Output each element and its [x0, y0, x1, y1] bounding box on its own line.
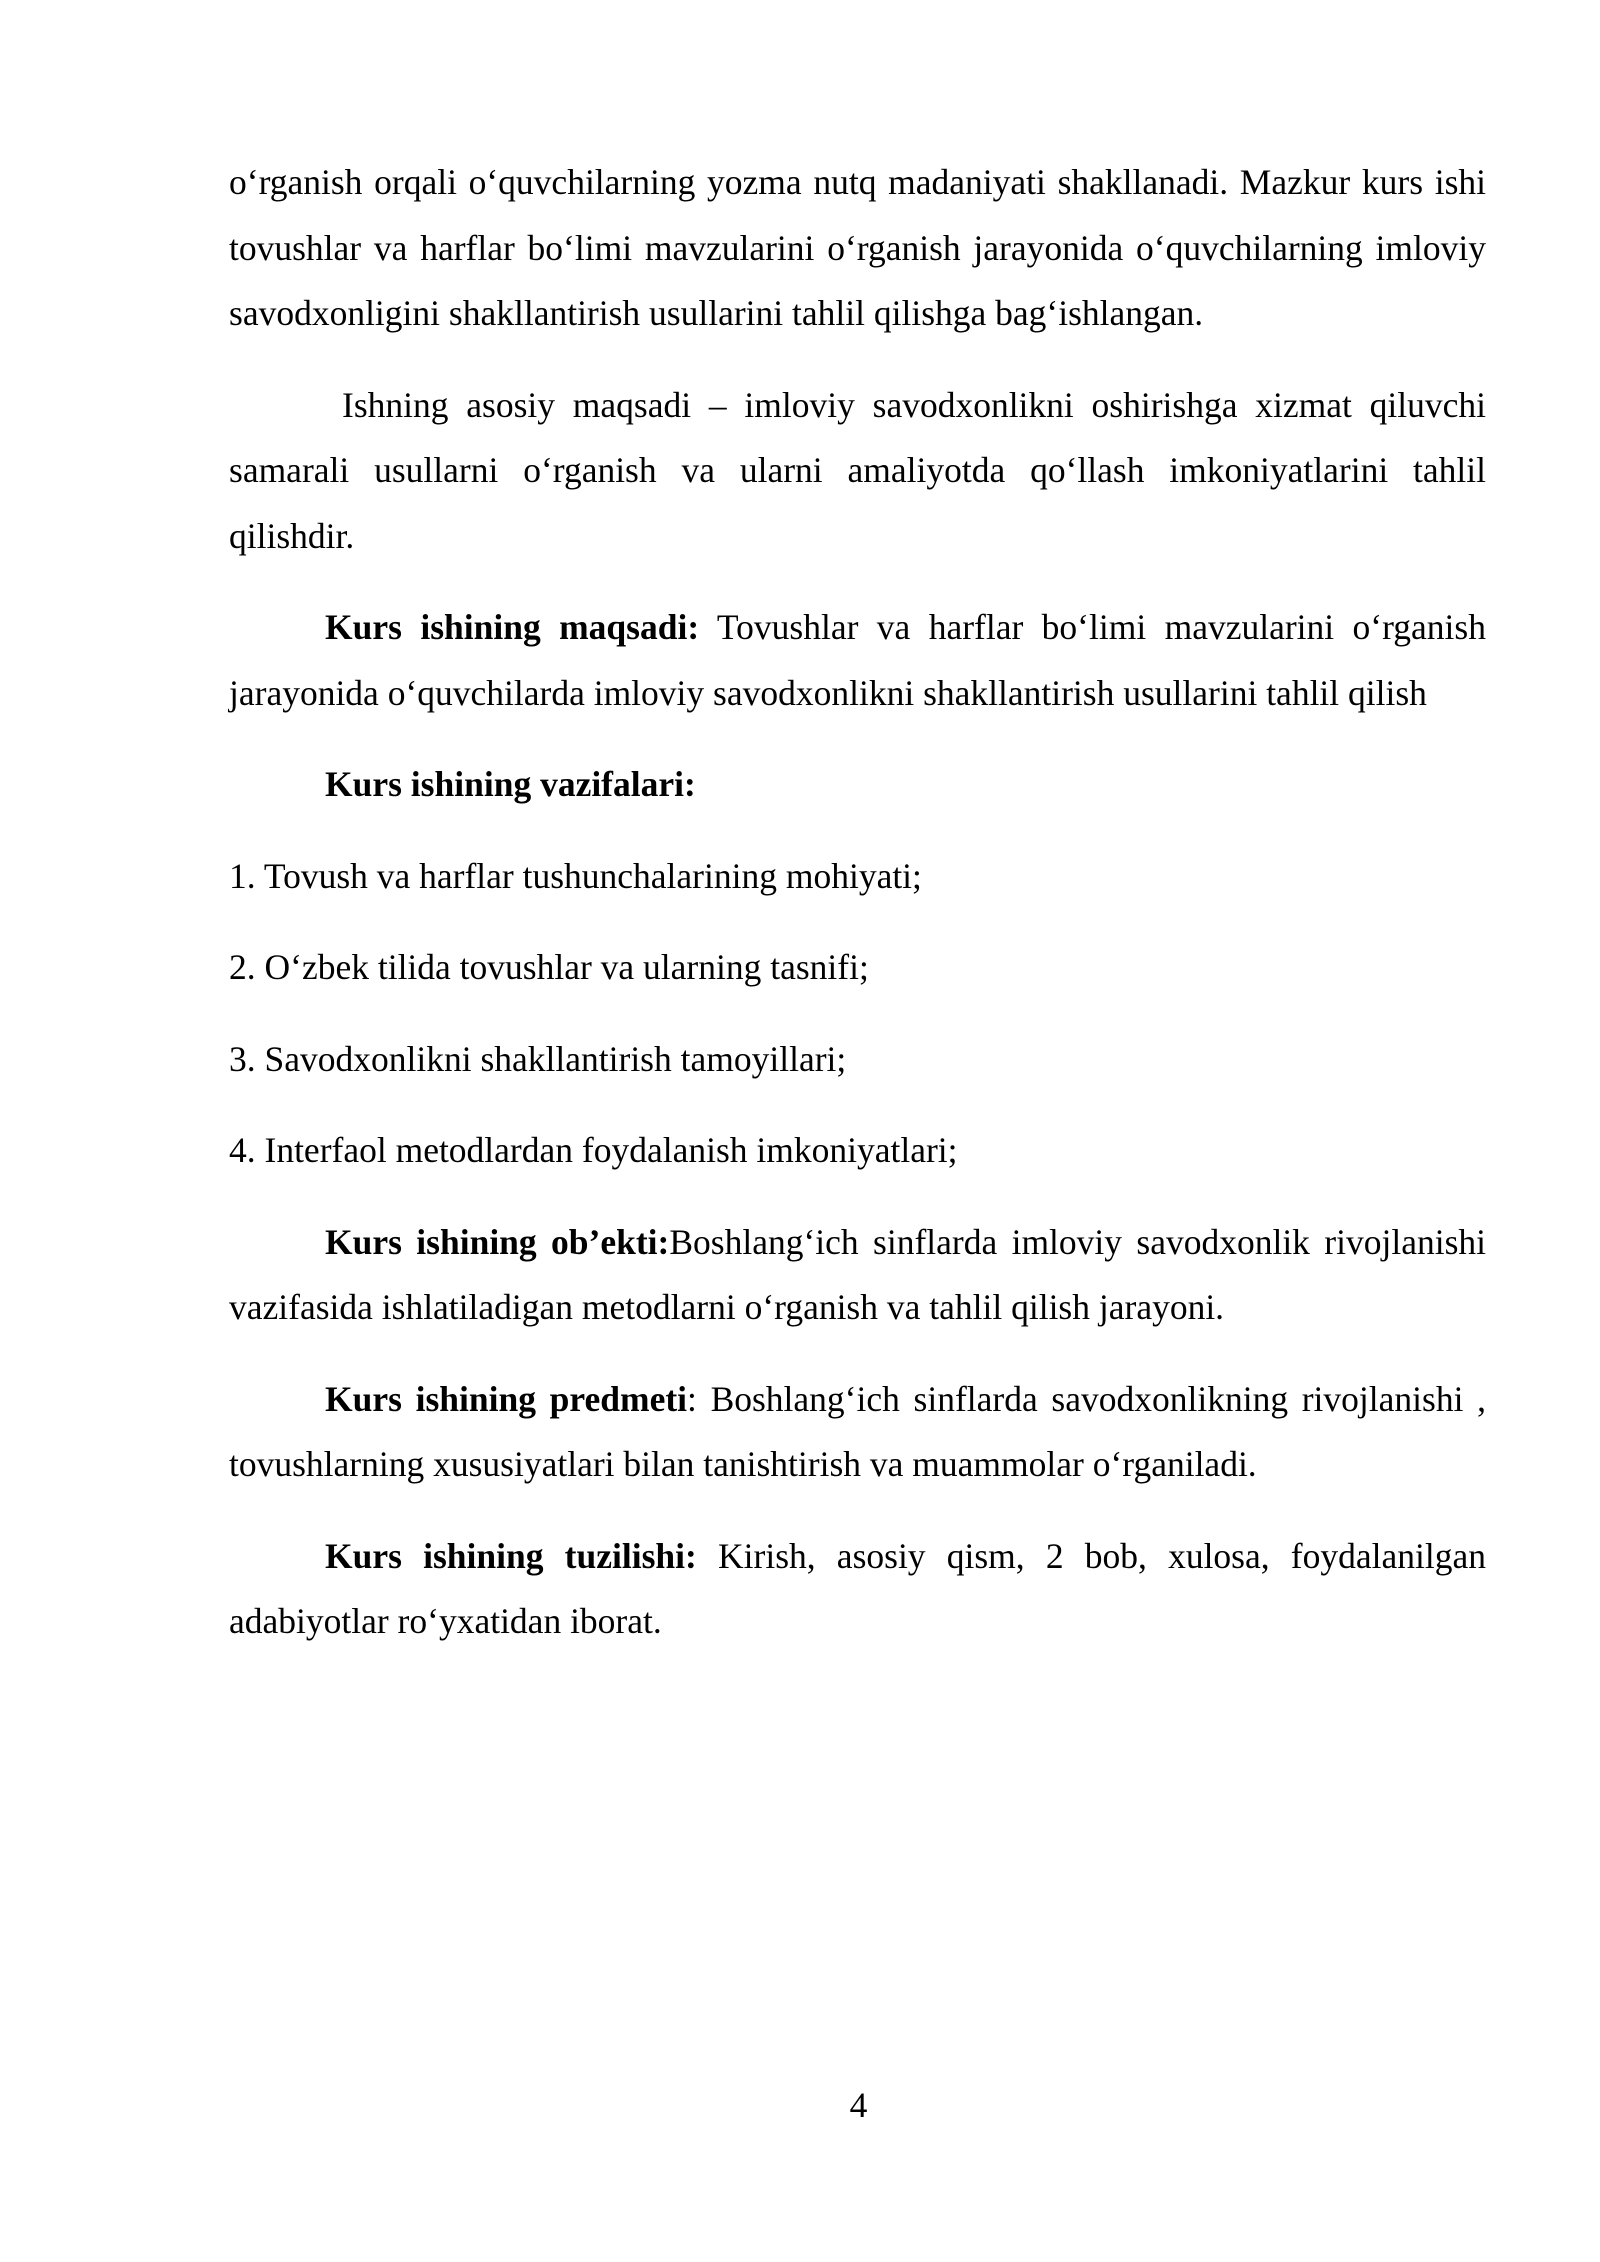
- course-structure-label: Kurs ishining tuzilishi:: [325, 1535, 697, 1576]
- course-tasks-heading: [229, 752, 1486, 818]
- course-subject-paragraph: [229, 1367, 1486, 1498]
- intro-paragraph: o‘rganish orqali o‘quvchilarning yozma nutq madaniyati shakllanadi. Mazkur kurs ishi tovushlar va harflar bo‘limi mavzularini o‘rganish jarayonida o‘quvchilarning imloviy savodxonligini shakllantirish usullarini tahlil qilishga bag‘ishlangan.: [229, 162, 1486, 333]
- course-subject-label: Kurs ishining predmeti: [325, 1378, 688, 1419]
- course-goal-paragraph: [229, 595, 1486, 726]
- course-goal-text: Tovushlar va harflar bo‘limi mavzularini o‘rganish jarayonida o‘quvchilarda imloviy savodxonlikni shakllantirish usullarini tahlil qilish: [229, 607, 1486, 713]
- course-structure-text: Kirish, asosiy qism, 2 bob, xulosa, foydalanilgan adabiyotlar ro‘yxatidan iborat.: [229, 1535, 1486, 1641]
- main-goal-paragraph: Ishning asosiy maqsadi – imloviy savodxonlikni oshirishga xizmat qiluvchi samarali usullarni o‘rganish va ularni amaliyotda qo‘llash imkoniyatlarini tahlil qilishdir.: [229, 384, 1486, 556]
- task-item-1: 1. Tovush va harflar tushunchalarining mohiyati;: [229, 855, 922, 896]
- task-item-4: 4. Interfaol metodlardan foydalanish imkoniyatlari;: [229, 1130, 958, 1170]
- course-structure-paragraph: [229, 1524, 1486, 1655]
- course-subject-text: : Boshlang‘ich sinflarda savodxonlikning rivojlanishi , tovushlarning xususiyatlari bilan tanishtirish va muammolar o‘rganiladi.: [229, 1378, 1486, 1484]
- task-item-3: 3. Savodxonlikni shakllantirish tamoyillari;: [229, 1038, 847, 1079]
- task-item-2: 2. O‘zbek tilida tovushlar va ularning tasnifi;: [229, 947, 869, 987]
- course-tasks-label: Kurs ishining vazifalari:: [325, 764, 696, 804]
- course-goal-label: Kurs ishining maqsadi:: [325, 607, 700, 647]
- document-body: [229, 150, 1486, 1655]
- course-object-paragraph: [229, 1210, 1486, 1341]
- course-object-label: Kurs ishining ob’ekti:: [325, 1221, 670, 1262]
- course-object-text: Boshlang‘ich sinflarda imloviy savodxonlik rivojlanishi vazifasida ishlatiladigan metodlarni o‘rganish va tahlil qilish jarayoni.: [229, 1221, 1486, 1327]
- page-number: 4: [849, 2085, 868, 2125]
